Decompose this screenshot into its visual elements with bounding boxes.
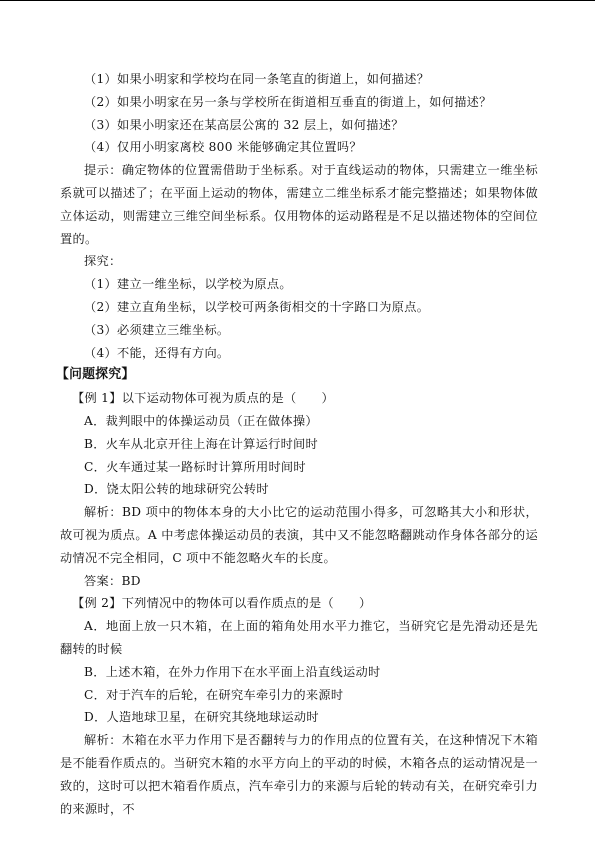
example-1-question: 【例 1】以下运动物体可视为质点的是（ ） bbox=[72, 391, 334, 406]
example-2-option-d: D．人造地球卫星，在研究其绕地球运动时 bbox=[84, 710, 319, 725]
section-heading: 【问题探究】 bbox=[56, 367, 135, 383]
example-2-question: 【例 2】下列情况中的物体可以看作质点的是（ ） bbox=[72, 596, 372, 611]
example-2-option-c: C．对于汽车的后轮，在研究车牵引力的来源时 bbox=[84, 687, 344, 702]
explore-heading: 探究： bbox=[84, 254, 122, 269]
example-1-analysis: 解析：BD 项中的物体本身的大小比它的运动范围小得多，可忽略其大小和形状，故可视为质点。A 中考虑体操运动员的表演，其中又不能忽略翻跳动作身体各部分的运动情况不完全相同，C 项中不能忽略火车的长度。 bbox=[60, 505, 538, 565]
explore-answer-1: （1）建立一维坐标，以学校为原点。 bbox=[84, 277, 292, 292]
example-1-option-c: C．火车通过某一路标时计算所用时间时 bbox=[84, 459, 306, 474]
question-line-1: （1）如果小明家和学校均在同一条笔直的街道上，如何描述？ bbox=[84, 72, 430, 86]
example-1-option-b: B．火车从北京开往上海在计算运行时间时 bbox=[84, 436, 319, 451]
example-2-analysis: 解析：木箱在水平力作用下是否翻转与力的作用点的位置有关，在这种情况下木箱是不能看作质点的。当研究木箱的水平方向上的平动的时候，木箱各点的运动情况是一致的，这时可以把木箱看作质点，汽车牵引力的来源与后轮的转动有关，在研究牵引力的来源时，不 bbox=[60, 733, 538, 816]
explore-answer-4: （4）不能，还得有方向。 bbox=[84, 345, 230, 360]
example-1-option-d: D．饶太阳公转的地球研究公转时 bbox=[84, 482, 269, 497]
question-line-4: （4）仅用小明家离校 800 米能够确定其位置吗？ bbox=[84, 140, 362, 155]
hint-paragraph: 提示：确定物体的位置需借助于坐标系。对于直线运动的物体，只需建立一维坐标系就可以描述了；在平面上运动的物体，需建立二维坐标系才能完整描述；如果物体做立体运动，则需建立三维空间坐标系。仅用物体的运动路程是不足以描述物体的空间位置的。 bbox=[60, 163, 538, 246]
document-body bbox=[56, 68, 538, 820]
example-2-option-b: B．上述木箱，在外力作用下在水平面上沿直线运动时 bbox=[84, 664, 381, 679]
example-1-option-a: A．裁判眼中的体操运动员（正在做体操） bbox=[84, 413, 318, 428]
page-top-border bbox=[0, 0, 595, 1]
example-2-option-a: A．地面上放一只木箱，在上面的箱角处用水平力推它，当研究它是先滑动还是先翻转的时候 bbox=[60, 619, 538, 656]
question-line-2: （2）如果小明家在另一条与学校所在街道相互垂直的街道上，如何描述？ bbox=[84, 94, 492, 109]
explore-answer-2: （2）建立直角坐标，以学校可两条街相交的十字路口为原点。 bbox=[84, 299, 430, 314]
example-1-answer: 答案：BD bbox=[84, 573, 141, 588]
explore-answer-3: （3）必须建立三维坐标。 bbox=[84, 322, 230, 337]
question-line-3: （3）如果小明家还在某高层公寓的 32 层上，如何描述？ bbox=[84, 117, 404, 132]
